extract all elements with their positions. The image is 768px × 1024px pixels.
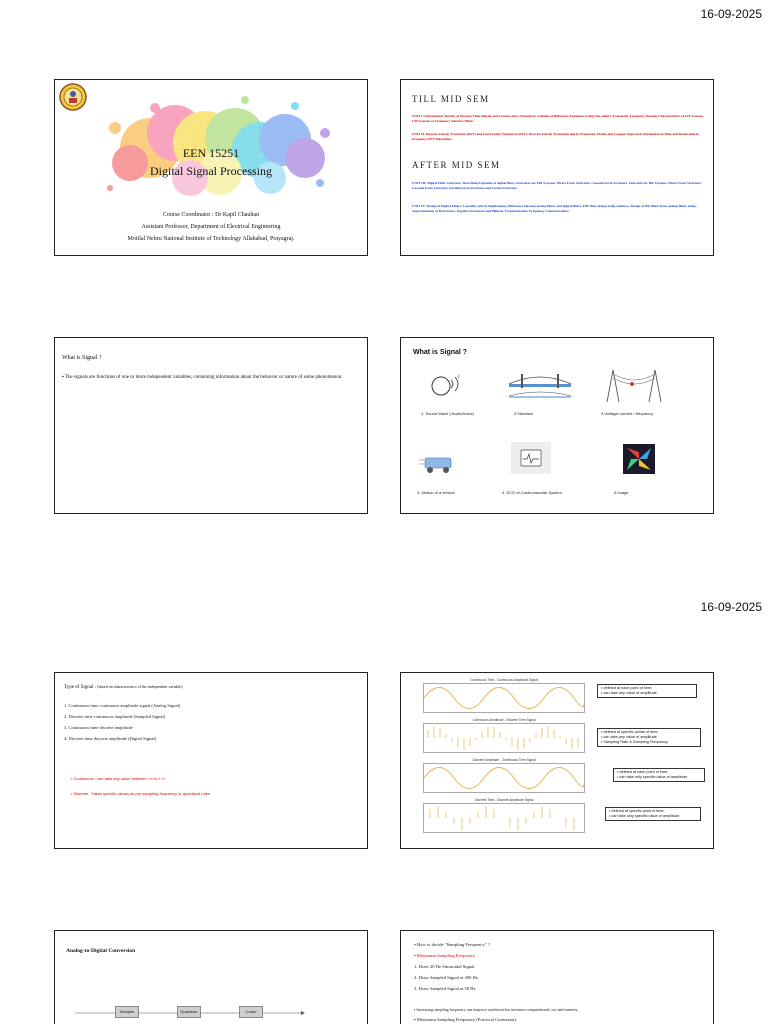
slide-heading: What is Signal ? bbox=[413, 349, 468, 356]
slide-syllabus bbox=[400, 79, 714, 256]
signal-type-2: 2. Discrete time continuous amplitude (Sampled Signal) bbox=[64, 714, 166, 719]
unit-3-text: UNIT III: Digital Filter Structure: Describing Equation of digital filter, Structures for FIR Systems: Direct Form Structure, Cascade Form Structure, Structure for IIR Systems: Direct Form Structure, Cascade Form Structure, Parallel Form Structure and Lattice Structure. bbox=[412, 181, 702, 190]
sound-wave-icon bbox=[427, 368, 467, 404]
page-date-top: 16-09-2025 bbox=[700, 7, 762, 21]
ecg-monitor-image bbox=[511, 442, 551, 474]
plot-4 bbox=[423, 803, 585, 833]
resolution-note: ▪ Increasing sampling frequency can improve resolution but increases computational cost and memory bbox=[414, 1007, 578, 1012]
designation: Assistant Professor, Department of Electrical Engineering bbox=[141, 224, 281, 230]
signal-type-4: 4. Discrete time discrete amplitude (Digital Signal) bbox=[64, 736, 157, 741]
step-2: 2. Draw Sampled Signal at 400 Hz bbox=[414, 975, 478, 980]
unit-4-text: UNIT IV: Design of Digital Filters: Causality and its Implications, Difference between analog filters and digital filters, FIR filter design using windows, Design of IIR filters from analog filters using: Approximation of Derivatives, Impulse Invariance and Bilinear Transformation, Frequency transformations. bbox=[412, 204, 697, 213]
step-1: 1. Draw 20 Hz Sinusoidal Signal bbox=[414, 964, 475, 969]
course-code: EEN 15251 bbox=[182, 146, 240, 160]
note-digital: • defined at specific point of time; • can take only specific value of amplitude bbox=[605, 807, 701, 821]
quantizer-block: Quantizer bbox=[177, 1006, 201, 1018]
vibration-bridge-image bbox=[509, 368, 571, 404]
slide-sampling-frequency bbox=[400, 930, 714, 1024]
max-sampling-frequency: ▪ Maximum Sampling Frequency bbox=[414, 953, 476, 958]
plot-title-2: Continuous Amplitude - Discrete Time Signal bbox=[472, 718, 536, 722]
caption-vibration: 2.Vibration bbox=[514, 411, 534, 416]
course-coordinator: Course Coordinator : Dr Kapil Chauhan bbox=[162, 212, 260, 218]
digital-signal-plot bbox=[424, 804, 584, 832]
continuous-note: • Continuous : can take any value between −∞ to + ∞ bbox=[71, 776, 165, 781]
unit-2-text: UNIT II: Discrete Fourier Transform (DFT) and Fast Fourier Transform (FFT): Discrete Fourier Transform and its Properties, Divide and Conquer Approach, Decimation in Time and Decimation in Frequency FFT Algorithms. bbox=[412, 132, 700, 141]
slide-signal-types bbox=[54, 672, 368, 849]
slide-signal-plots bbox=[400, 672, 714, 849]
plot-1 bbox=[423, 683, 585, 713]
slide-question: What is Signal ? bbox=[62, 355, 102, 361]
signal-type-1: 1. Continuous time continuous amplitude signal (Analog Signal) bbox=[64, 703, 181, 708]
slide-adc bbox=[54, 930, 368, 1024]
after-mid-sem-heading: AFTER MID SEM bbox=[412, 160, 501, 170]
caption-motion: 3. Motion of a vehicle bbox=[417, 490, 455, 495]
unit-1-text: UNIT I: Introduction: Review of Discrete Time Signals and Systems and z-Transform, Solution of Difference Equations Using One-sided z-Transform, Frequency Domain Characteristics of LTI Systems, LTI Systems as Frequency Selective Filters. bbox=[412, 114, 704, 123]
coder-block: Coder bbox=[239, 1006, 263, 1018]
caption-ecg: 4. ECG of Cardiovascular System bbox=[502, 490, 562, 495]
vehicle-motion-image bbox=[419, 450, 455, 476]
plot-title-4: Discrete Time - Discrete Amplitude Signal bbox=[474, 798, 534, 802]
power-lines-image bbox=[597, 366, 671, 404]
practical-constraint: ▪ Maximum Sampling Frequency (Practical Constraint): bbox=[414, 1017, 518, 1022]
course-name: Digital Signal Processing bbox=[150, 164, 272, 178]
slide-title bbox=[54, 79, 368, 256]
step-3: 3. Draw Sampled Signal at 50 Hz bbox=[414, 986, 476, 991]
svg-text:♪: ♪ bbox=[457, 374, 460, 380]
plot-3 bbox=[423, 763, 585, 793]
signal-type-3: 3. Continuous time discrete amplitude bbox=[64, 725, 133, 730]
plot-title-3: Discrete Amplitude - Continuous Time Signal bbox=[472, 758, 536, 762]
till-mid-sem-heading: TILL MID SEM bbox=[412, 94, 490, 104]
slide-signal-definition bbox=[54, 337, 368, 514]
adc-heading: Analog-to-Digital Conversion bbox=[66, 948, 136, 954]
note-sampled: • defined at specific points of time; • can take any value of amplitude • Sampling Rate & Sampling Frequency bbox=[597, 728, 701, 747]
signal-types-heading: Type of Signal : (based on characteristics of the independent variable) bbox=[64, 684, 183, 690]
slide-signal-examples bbox=[400, 337, 714, 514]
institute-name: Motilal Nehru National Institute of Technology Allahabad, Prayagraj. bbox=[127, 236, 295, 242]
discrete-note: • Discrete : Takes specific values as per sampling frequency or quantised rules bbox=[71, 791, 210, 796]
sampling-question: ▪ How to decide "Sampling Frequency" ? bbox=[414, 942, 490, 947]
caption-sound: 1. Sound Wave ( Audio/Voice) bbox=[421, 411, 474, 416]
sampled-signal-plot bbox=[424, 724, 584, 752]
caption-image: 5.Image bbox=[614, 490, 629, 495]
plot-2 bbox=[423, 723, 585, 753]
plot-title-1: Continuous Time - Continuous Amplitude Signal bbox=[470, 678, 538, 682]
signal-definition-bullet: ▪ The signals are functions of one or more independent variables, containing information about the behavior or nature of some phenomenon. bbox=[62, 375, 343, 380]
note-continuous: • defined at each point of time; • can take any value of amplitude bbox=[597, 684, 697, 698]
image-example-icon bbox=[623, 444, 655, 474]
institute-logo-icon bbox=[59, 83, 87, 111]
note-quantized: • defined at each point of time; • can take only specific value of amplitude bbox=[613, 768, 705, 782]
page-date-middle: 16-09-2025 bbox=[700, 600, 762, 614]
sampler-block: Sampler bbox=[115, 1006, 139, 1018]
quantized-signal-plot bbox=[424, 764, 584, 792]
continuous-signal-plot bbox=[424, 684, 584, 712]
caption-voltage: 3.Voltage/ current / frequency bbox=[601, 411, 654, 416]
